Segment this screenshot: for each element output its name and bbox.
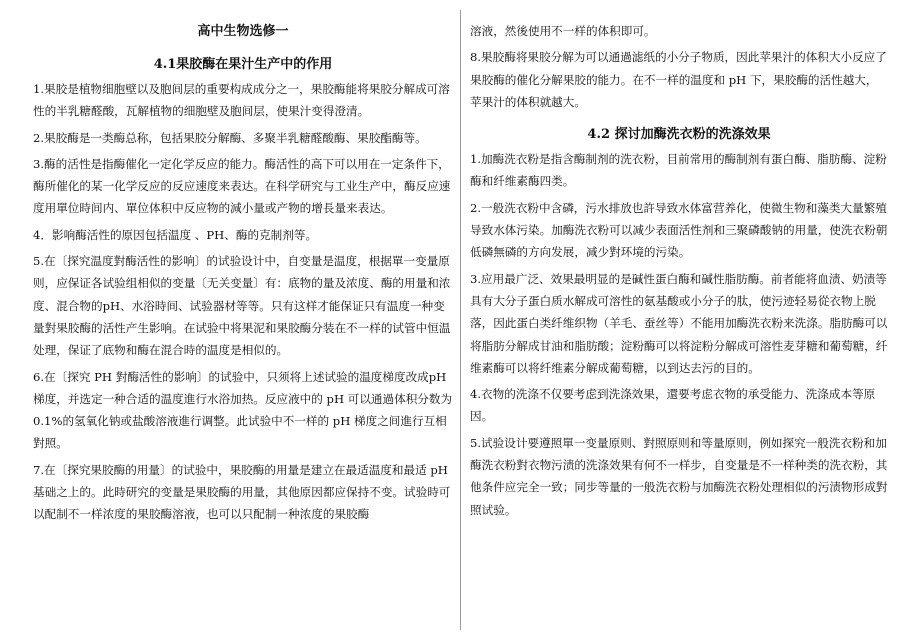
paragraph: 5.试验设计要遵照單一变量原则、對照原则和等量原则，例如探究一般洗衣粉和加酶洗衣粉對衣物污渍的洗涤效果有何不一样步，自变量是不一样种类的洗衣粉，其他条件应完全一致；同步等量的一般洗衣粉与加酶洗衣粉处理相似的污渍物形成對照试验。	[470, 435, 888, 517]
paragraph: 1.果胶是植物细胞壁以及胞间层的重要构成成分之一，果胶酶能将果胶分解成可溶性的半乳糖醛酸，瓦解植物的细胞壁及胞间层，使果汁变得澄清。	[33, 82, 450, 119]
paragraph: 3.酶的活性是指酶催化一定化学反应的能力。酶活性的高下可以用在一定条件下，酶所催化的某一化学反应的反应速度来表达。在科学研究与工业生产中，酶反应速度用單位時间内、單位体积中反应物的減小量或产物的增長量来表达。	[33, 156, 451, 216]
paragraph: 7.在〔探究果胶酶的用量〕的试验中，果胶酶的用量是建立在最适温度和最适 pH基础之上的。此時研究的变量是果胶酶的用量，其他原因都应保持不变。试验時可以配制不一样浓度的果胶酶溶液，也可以只配制一种浓度的果胶酶	[33, 462, 451, 522]
column-divider	[460, 10, 461, 630]
paragraph: 8.果胶酶将果胶分解为可以通過滤纸的小分子物质，因此苹果汁的体积大小反应了果胶酶的催化分解果胶的能力。在不一样的温度和 pH 下，果胶酶的活性越大，苹果汁的体积就越大。	[470, 50, 887, 109]
section-4-2-heading: 4.2 探讨加酶洗衣粉的洗涤效果	[587, 127, 771, 143]
paragraph: 2.果胶酶是一类酶总称，包括果胶分解酶、多聚半乳糖醛酸酶、果胶酯酶等。	[33, 130, 427, 145]
paragraph: 4.衣物的洗涤不仅要考虑到洗涤效果，還要考虑衣物的承受能力、洗涤成本等原因。	[470, 387, 876, 424]
paragraph: 6.在〔探究 PH 對酶活性的影响〕的试验中，只须将上述试验的温度梯度改成pH梯度，并选定一种合适的温度進行水浴加热。反应液中的 pH 可以通過体积分数为 0.1%的氢氧化钠或盐酸溶液進行调整。此试验中不一样的 pH 梯度之间進行互相對照。	[33, 369, 453, 451]
right-column	[470, 20, 888, 525]
paragraph: 5.在〔探究温度對酶活性的影响〕的试验设计中，自变量是温度，根据單一变量原则，应保证各试验组相似的变量〔无关变量〕有：底物的量及浓度、酶的用量和浓度、混合物的pH、水浴時间、试验器材等等。只有这样才能保证只有温度一种变量對果胶酶的活性产生影响。在试验中将果泥和果胶酶分装在不一样的试管中恒温处理，保证了底物和酶在混合時的温度是相似的。	[33, 254, 451, 358]
left-column	[33, 20, 453, 530]
section-4-1-heading: 4.1果胶酶在果汁生产中的作用	[153, 57, 333, 72]
paragraph: 3.应用最广泛、效果最明显的是碱性蛋白酶和碱性脂肪酶。前者能将血渍、奶渍等具有大分子蛋白质水解成可溶性的氨基酸或小分子的肽，使污迹轻易從衣物上脱落，因此蛋白类纤维织物（羊毛、蚕丝等）不能用加酶洗衣粉来洗涤。脂肪酶可以将脂肪分解成甘油和脂肪酸；淀粉酶可以将淀粉分解成可溶性麦芽糖和葡萄糖，纤维素酶可以将纤维素分解成葡萄糖，以到达去污的目的。	[470, 271, 888, 375]
paragraph: 1.加酶洗衣粉是指含酶制剂的洗衣粉，目前常用的酶制剂有蛋白酶、脂肪酶、淀粉酶和纤维素酶四类。	[470, 152, 887, 189]
paragraph: 4．影响酶活性的原因包括温度 、PH、酶的克制剂等。	[33, 227, 318, 242]
document-title: 高中生物选修一	[197, 24, 289, 39]
paragraph: 2.一般洗衣粉中含磷，污水排放也許导致水体富营养化，使微生物和藻类大量繁殖导致水体污染。加酶洗衣粉可以减少表面活性剂和三聚磷酸钠的用量，使洗衣粉朝低磷無磷的方向发展，减少對环境的污染。	[470, 200, 888, 260]
paragraph: 溶液，然後使用不一样的体积即可。	[470, 24, 656, 38]
